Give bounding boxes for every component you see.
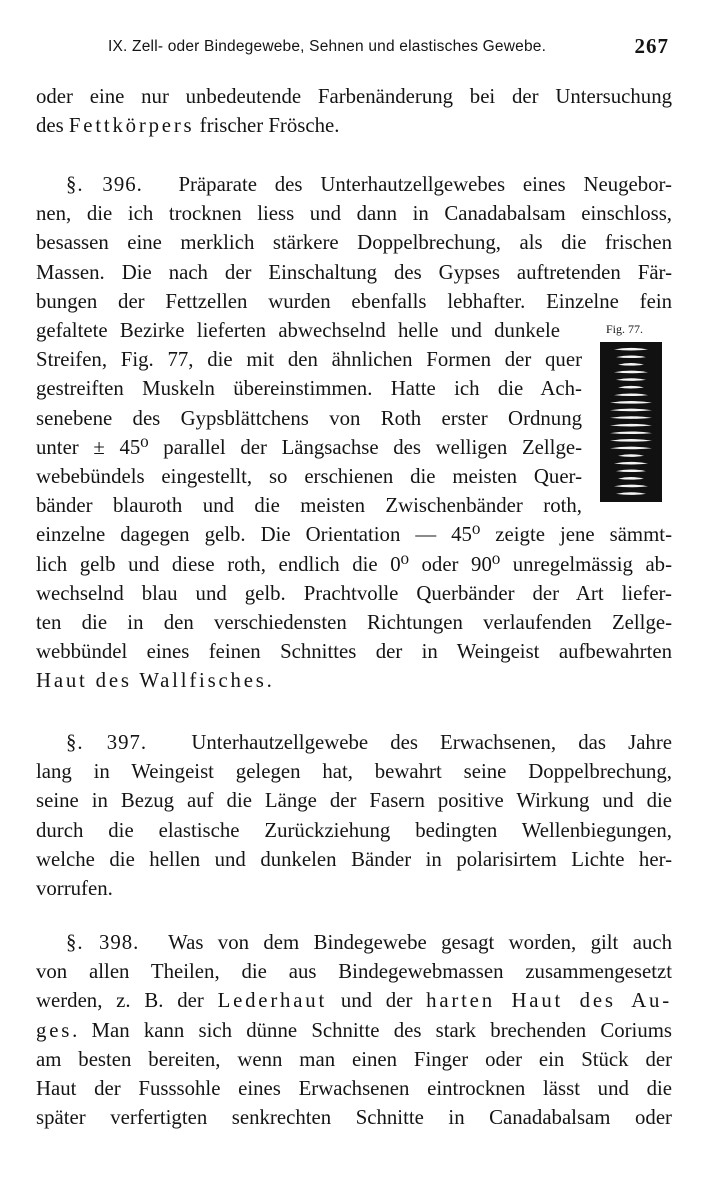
paragraph-396 xyxy=(36,170,672,696)
spaced-emphasis: harten Haut des Au- xyxy=(426,989,672,1013)
spaced-emphasis: Lederhaut xyxy=(217,989,328,1013)
text-line xyxy=(36,666,672,695)
text-line: besassen eine merklich stärkere Doppelbrechung, als die frischen xyxy=(36,231,672,255)
text-line: bänder blauroth und die meisten Zwischenbänder roth, xyxy=(36,494,582,518)
text-line: lang in Weingeist gelegen hat, bewahrt seine Doppelbrechung, xyxy=(36,760,672,784)
text-line: bungen der Fettzellen wurden ebenfalls lebhafter. Einzelne fein xyxy=(36,289,672,313)
text-line: nen, die ich trocknen liess und dann in Canadabalsam einschloss, xyxy=(36,202,672,226)
text-line: Massen. Die nach der Einschaltung des Gypses auftretenden Fär- xyxy=(36,260,672,284)
text-line: am besten bereiten, wenn man einen Finger oder ein Stück der xyxy=(36,1047,672,1071)
paragraph-intro xyxy=(36,82,672,140)
text-span: des xyxy=(36,114,69,138)
text-line xyxy=(36,728,672,757)
text-line: welche die hellen und dunkelen Bänder in polarisirtem Lichte her- xyxy=(36,847,672,871)
text-line xyxy=(36,986,672,1015)
text-line: webbündel eines feinen Schnittes der in Weingeist aufbewahrten xyxy=(36,640,672,664)
spaced-emphasis: Fettkörpers xyxy=(68,114,195,138)
text-span: Unterhautzellgewebe des Erwachsenen, das Jahre xyxy=(191,731,672,754)
text-line: gefaltete Bezirke lieferten abwechselnd helle und dunkele xyxy=(36,319,560,343)
text-line xyxy=(36,1016,672,1045)
text-line: senebene des Gypsblättchens von Roth erster Ordnung xyxy=(36,406,582,430)
text-span: und der xyxy=(327,989,427,1013)
text-span: frischer Frösche. xyxy=(194,114,340,138)
text-line: von allen Theilen, die aus Bindegewebmassen zusammengesetzt xyxy=(36,960,672,984)
text-line: gestreiften Muskeln übereinstimmen. Hatte ich die Ach- xyxy=(36,377,582,401)
text-line: einzelne dagegen gelb. Die Orientation — 45⁰ zeigte jene sämmt- xyxy=(36,523,672,547)
text-span: Präparate des Unterhautzellgewebes eines Neugebor- xyxy=(178,173,672,196)
text-line: webebündels eingestellt, so erschienen die meisten Quer- xyxy=(36,465,582,489)
text-line: Streifen, Fig. 77, die mit den ähnlichen Formen der quer xyxy=(36,348,582,372)
text-span: Was von dem Bindegewebe gesagt worden, gilt auch xyxy=(168,931,672,954)
paragraph-398 xyxy=(36,928,672,1132)
text-line: wechselnd blau und gelb. Prachtvolle Querbänder der Art liefer- xyxy=(36,581,672,605)
text-line: Haut der Fusssohle eines Erwachsenen eintrocknen lässt und die xyxy=(36,1077,672,1101)
text-line: durch die elastische Zurückziehung bedingten Wellenbiegungen, xyxy=(36,818,672,842)
text-line: oder eine nur unbedeutende Farbenänderung bei der Untersuchung xyxy=(36,85,672,108)
text-span: werden, z. B. der xyxy=(36,989,218,1013)
text-line: seine in Bezug auf die Länge der Fasern positive Wirkung und die xyxy=(36,789,672,813)
text-line xyxy=(36,928,672,957)
text-span: . Man kann sich dünne Schnitte des stark brechenden Coriums xyxy=(72,1018,672,1042)
section-number: §. 396. xyxy=(66,173,143,196)
section-number: §. 398. xyxy=(66,931,140,954)
chapter-title: IX. Zell- oder Bindegewebe, Sehnen und elastisches Gewebe. xyxy=(108,38,547,55)
spaced-emphasis: ges xyxy=(36,1018,73,1042)
figure-77 xyxy=(594,322,668,502)
text-line: lich gelb und diese roth, endlich die 0⁰ oder 90⁰ unregelmässig ab- xyxy=(36,552,672,576)
text-line xyxy=(36,111,672,140)
text-span: . xyxy=(266,669,272,693)
text-line: ten die in den verschiedensten Richtungen verlaufenden Zellge- xyxy=(36,611,672,635)
text-line: vorrufen. xyxy=(36,877,113,901)
spaced-emphasis: Haut des Wallfisches xyxy=(36,669,267,693)
section-number: §. 397. xyxy=(66,731,148,754)
text-line xyxy=(36,170,672,199)
page-number: 267 xyxy=(634,34,669,58)
text-line: unter ± 45⁰ parallel der Längsachse des welligen Zellge- xyxy=(36,435,582,459)
figure-caption: Fig. 77. xyxy=(606,322,644,336)
text-line: später verfertigten senkrechten Schnitte in Canadabalsam oder xyxy=(36,1106,672,1130)
paragraph-397 xyxy=(36,728,672,903)
running-header xyxy=(0,28,709,62)
striated-fibre-figure-icon xyxy=(594,342,668,502)
